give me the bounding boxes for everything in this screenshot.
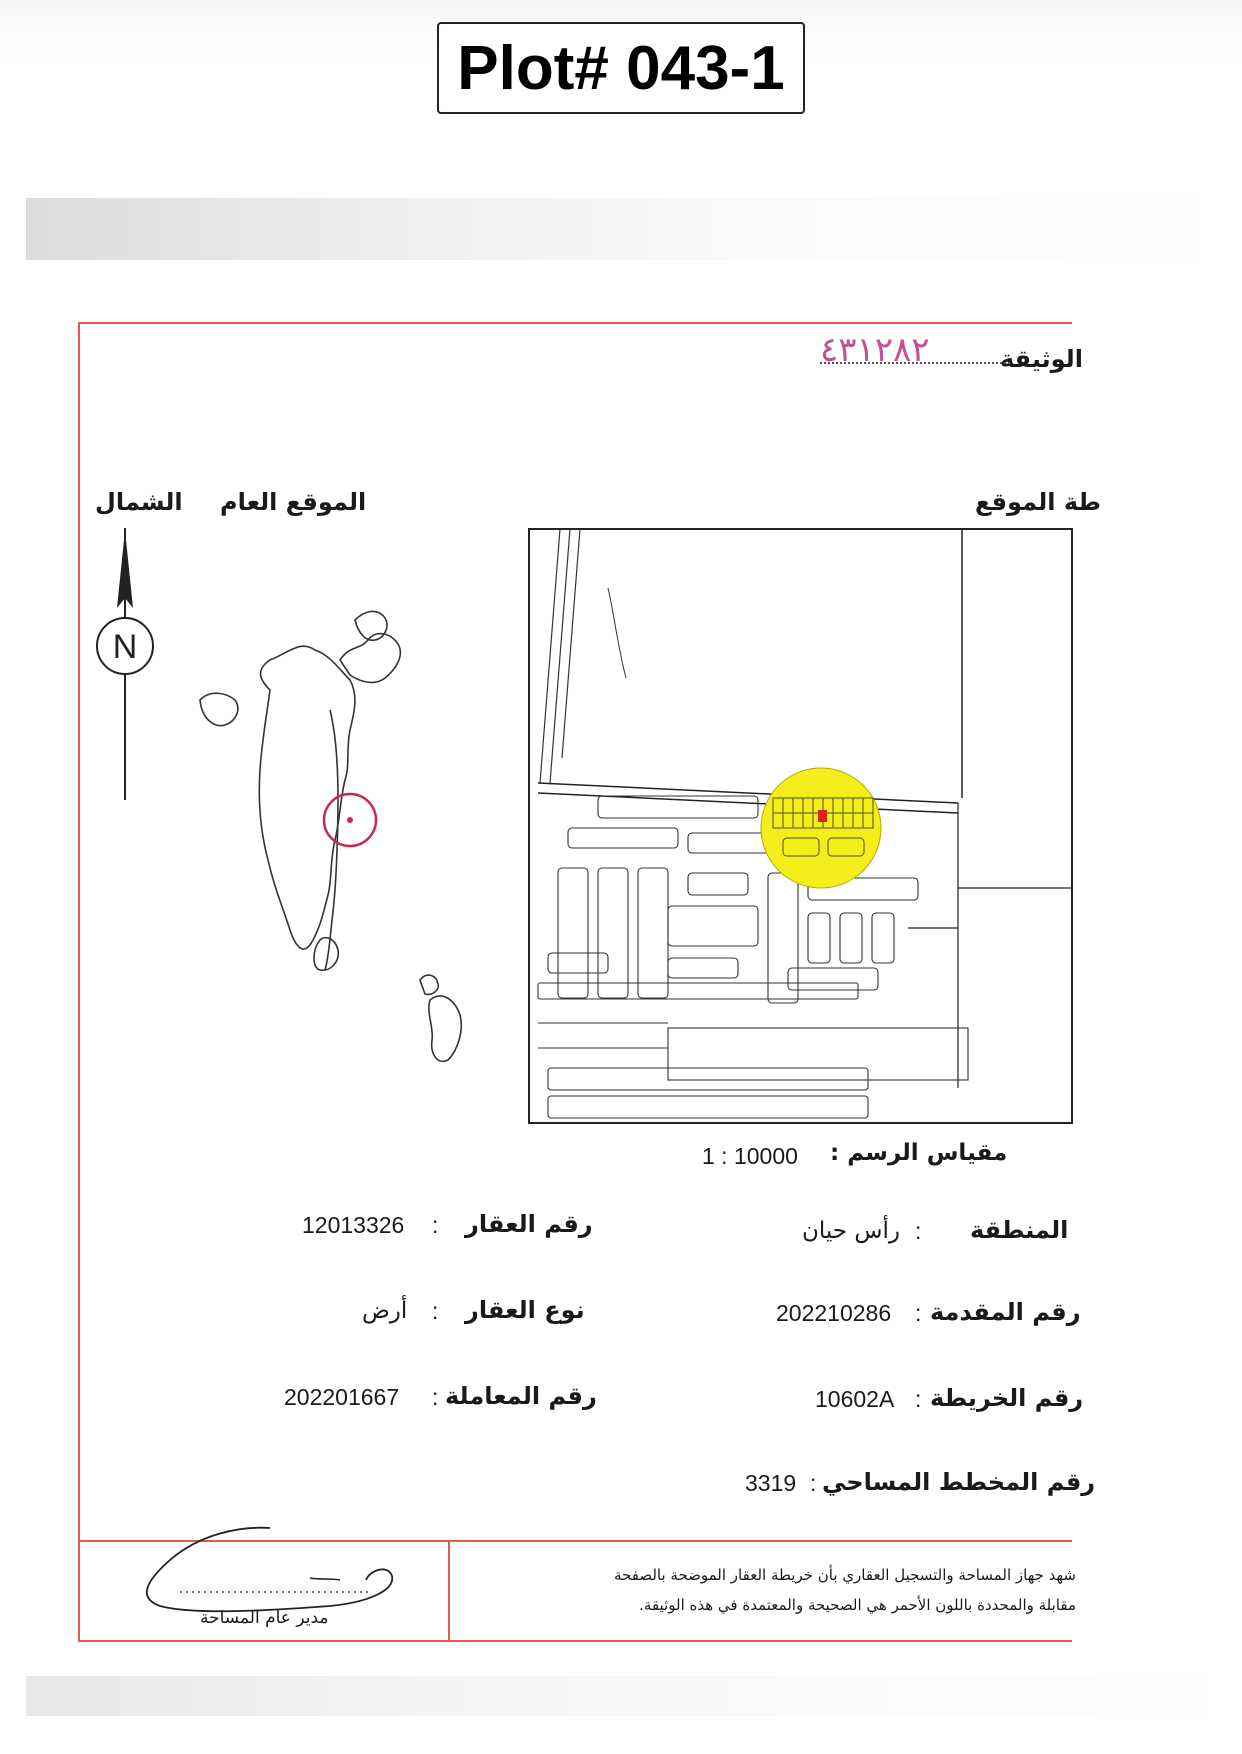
colon-area: : [915,1218,922,1244]
application-number-label: رقم المقدمة [930,1298,1081,1326]
document-number-dots [820,362,1010,364]
property-number: 12013326 [302,1212,405,1238]
colon-application: : [915,1300,922,1326]
area-label: المنطقة [970,1216,1069,1244]
north-label: الشمال [95,488,183,516]
area-value: رأس حيان [802,1218,900,1244]
signatory-title: مدير عام المساحة [200,1608,329,1628]
site-map-label: طة الموقع [975,488,1101,516]
survey-plan-label: رقم المخطط المساحي [822,1468,1096,1496]
colon-map: : [915,1386,922,1412]
location-dot [347,817,353,823]
colon-survey: : [810,1470,817,1496]
highlighted-parcel [818,810,827,822]
scale-label: مقياس الرسم : [830,1140,1008,1166]
frame-footer-bottom-border [78,1640,1072,1642]
document-number-handwritten: ٤٣١٢٨٢ [820,330,930,370]
certification-line-2: مقابلة والمحددة باللون الأحمر هي الصحيحة والمعتمدة في هذه الوثيقة. [639,1596,1076,1614]
transaction-number-label: رقم المعاملة [445,1382,597,1410]
north-symbol: N [112,628,138,666]
general-location-map [180,560,480,1090]
scan-shadow-top [26,198,1226,260]
document-label: الوثيقة [1000,345,1083,373]
colon-transaction: : [432,1384,439,1410]
scale-value: 1 : 10000 [702,1143,798,1169]
frame-left-border [78,322,80,1642]
application-number: 202210286 [776,1300,892,1326]
transaction-number: 202201667 [284,1384,400,1410]
signature-mark [130,1520,400,1620]
colon-property-number: : [432,1212,439,1238]
property-type: أرض [362,1298,408,1324]
site-map [528,528,1073,1124]
property-type-label: نوع العقار [465,1296,585,1324]
general-location-label: الموقع العام [220,488,367,516]
plot-number-label: Plot# 043-1 [437,22,805,114]
map-number-label: رقم الخريطة [930,1384,1084,1412]
colon-property-type: : [432,1298,439,1324]
survey-plan-number: 3319 [745,1470,797,1496]
north-arrow-icon [95,528,155,803]
scan-shadow-bottom [26,1676,1226,1716]
frame-top-border [78,322,1072,324]
certification-line-1: شهد جهاز المساحة والتسجيل العقاري بأن خريطة العقار الموضحة بالصفحة [614,1566,1076,1584]
property-number-label: رقم العقار [465,1210,593,1238]
map-number: 10602A [815,1386,895,1412]
frame-footer-divider [448,1540,450,1640]
